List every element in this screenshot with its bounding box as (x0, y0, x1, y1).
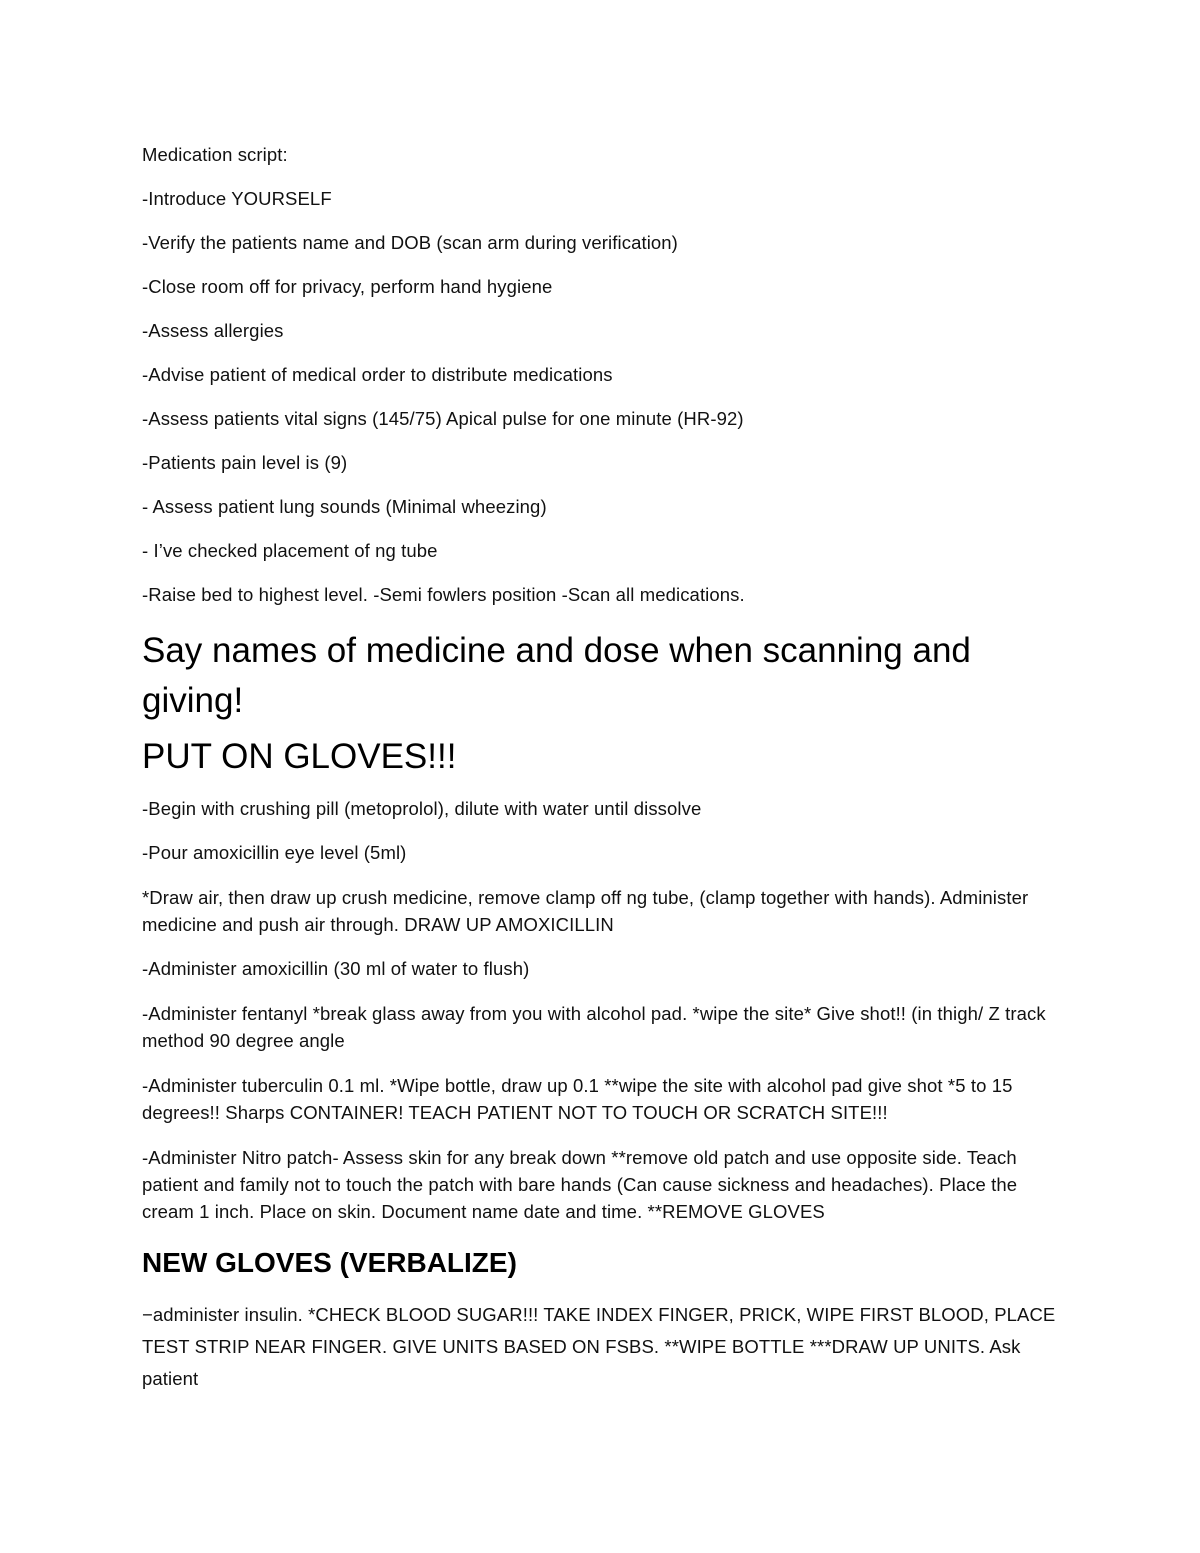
step-item: -Advise patient of medical order to distribute medications (142, 364, 613, 385)
step-item: -Raise bed to highest level. -Semi fowlers position -Scan all medications. (142, 584, 745, 605)
admin-step: -Administer amoxicillin (30 ml of water to flush) (142, 958, 530, 979)
document-body (142, 142, 1062, 1413)
admin-step: -Administer tuberculin 0.1 ml. *Wipe bottle, draw up 0.1 **wipe the site with alcohol pad give shot *5 to 15 degrees!! Sharps CONTAINER! TEACH PATIENT NOT TO TOUCH OR SCRATCH SITE!!! (142, 1075, 1013, 1123)
step-item: -Assess allergies (142, 320, 284, 341)
callout-put-on-gloves: PUT ON GLOVES!!! (142, 737, 457, 776)
callout-say-names: Say names of medicine and dose when scanning and giving! (142, 631, 971, 720)
document-title: Medication script: (142, 144, 288, 165)
insulin-step: −administer insulin. *CHECK BLOOD SUGAR!!! TAKE INDEX FINGER, PRICK, WIPE FIRST BLOOD, PLACE TEST STRIP NEAR FINGER. GIVE UNITS BASED ON FSBS. **WIPE BOTTLE ***DRAW UP UNITS. Ask patient (142, 1304, 1056, 1389)
step-item: -Close room off for privacy, perform hand hygiene (142, 276, 553, 297)
step-item: - Assess patient lung sounds (Minimal wheezing) (142, 496, 547, 517)
admin-step: -Administer fentanyl *break glass away from you with alcohol pad. *wipe the site* Give shot!! (in thigh/ Z track method 90 degree angle (142, 1003, 1046, 1051)
step-item: -Assess patients vital signs (145/75) Apical pulse for one minute (HR-92) (142, 408, 744, 429)
admin-step: -Begin with crushing pill (metoprolol), dilute with water until dissolve (142, 798, 702, 819)
admin-step: *Draw air, then draw up crush medicine, remove clamp off ng tube, (clamp together with hands). Administer medicine and push air through. DRAW UP AMOXICILLIN (142, 887, 1029, 935)
admin-step: -Pour amoxicillin eye level (5ml) (142, 842, 407, 863)
step-item: - I’ve checked placement of ng tube (142, 540, 438, 561)
step-item: -Verify the patients name and DOB (scan arm during verification) (142, 232, 678, 253)
admin-step: -Administer Nitro patch- Assess skin for any break down **remove old patch and use opposite side. Teach patient and family not to touch the patch with bare hands (Can cause sickness and headaches). Place the cream 1 inch. Place on skin. Document name date and time. **REMOVE GLOVES (142, 1147, 1018, 1222)
step-item: -Introduce YOURSELF (142, 188, 332, 209)
step-item: -Patients pain level is (9) (142, 452, 348, 473)
heading-new-gloves: NEW GLOVES (VERBALIZE) (142, 1247, 517, 1278)
